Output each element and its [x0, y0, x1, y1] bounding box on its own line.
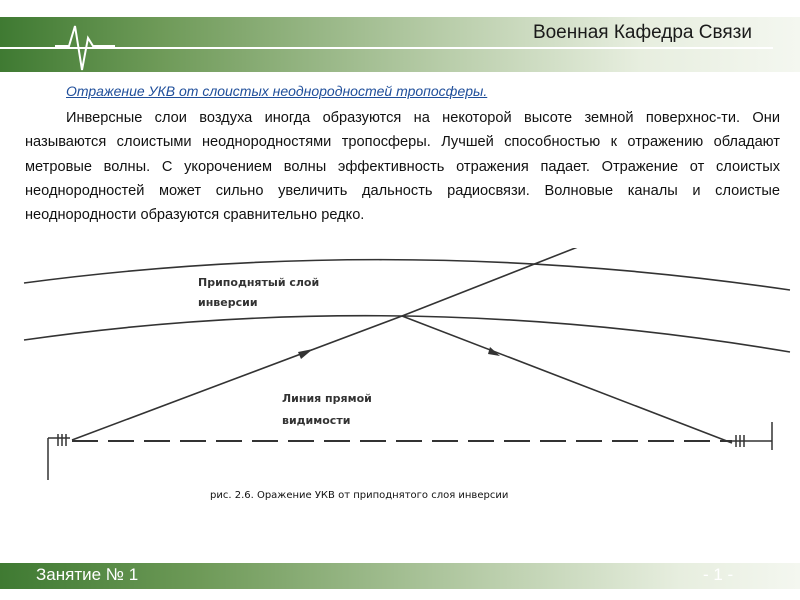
header-divider: [0, 47, 773, 49]
line-of-sight-label: Линия прямой: [282, 392, 372, 405]
inversion-layer-upper-curve: [24, 260, 790, 290]
inversion-layer-label: Приподнятый слой: [198, 276, 320, 289]
transmitted-ray: [402, 248, 588, 316]
pulse-icon: [55, 18, 115, 74]
figure-caption: рис. 2.6. Оражение УКВ от приподнятого слоя инверсии: [210, 490, 509, 501]
reflected-ray: [402, 316, 732, 443]
inversion-layer-label-2: инверсии: [198, 296, 258, 309]
inversion-layer-lower-curve: [24, 316, 790, 352]
body-paragraph: Инверсные слои воздуха иногда образуются на некоторой высоте земной поверхнос-ти. Они называются слоистыми неоднородностями тропосферы. Лучшей способностью к отражению обладают метровые волны. С укорочением волны эффективность отражения падает. Отражение от слоистых неоднородностей может сильно увеличить дальность радиосвязи. Волновые каналы и слоистые неоднородности образуются сравнительно редко.: [25, 110, 780, 224]
receiver-antenna-icon: [732, 422, 772, 450]
footer-page-number: - 1 -: [703, 565, 734, 584]
transmitter-antenna-icon: [48, 434, 70, 480]
reflected-arrowhead: [488, 347, 500, 356]
header-title: Военная Кафедра Связи: [532, 22, 752, 43]
reflection-diagram: [20, 248, 800, 488]
line-of-sight-label-2: видимости: [282, 414, 351, 427]
section-title: Отражение УКВ от слоистых неоднородностей тропосферы.: [66, 83, 488, 99]
incident-arrowhead: [298, 349, 313, 359]
incident-ray: [72, 316, 402, 440]
footer-lesson-label: Занятие № 1: [36, 565, 139, 584]
